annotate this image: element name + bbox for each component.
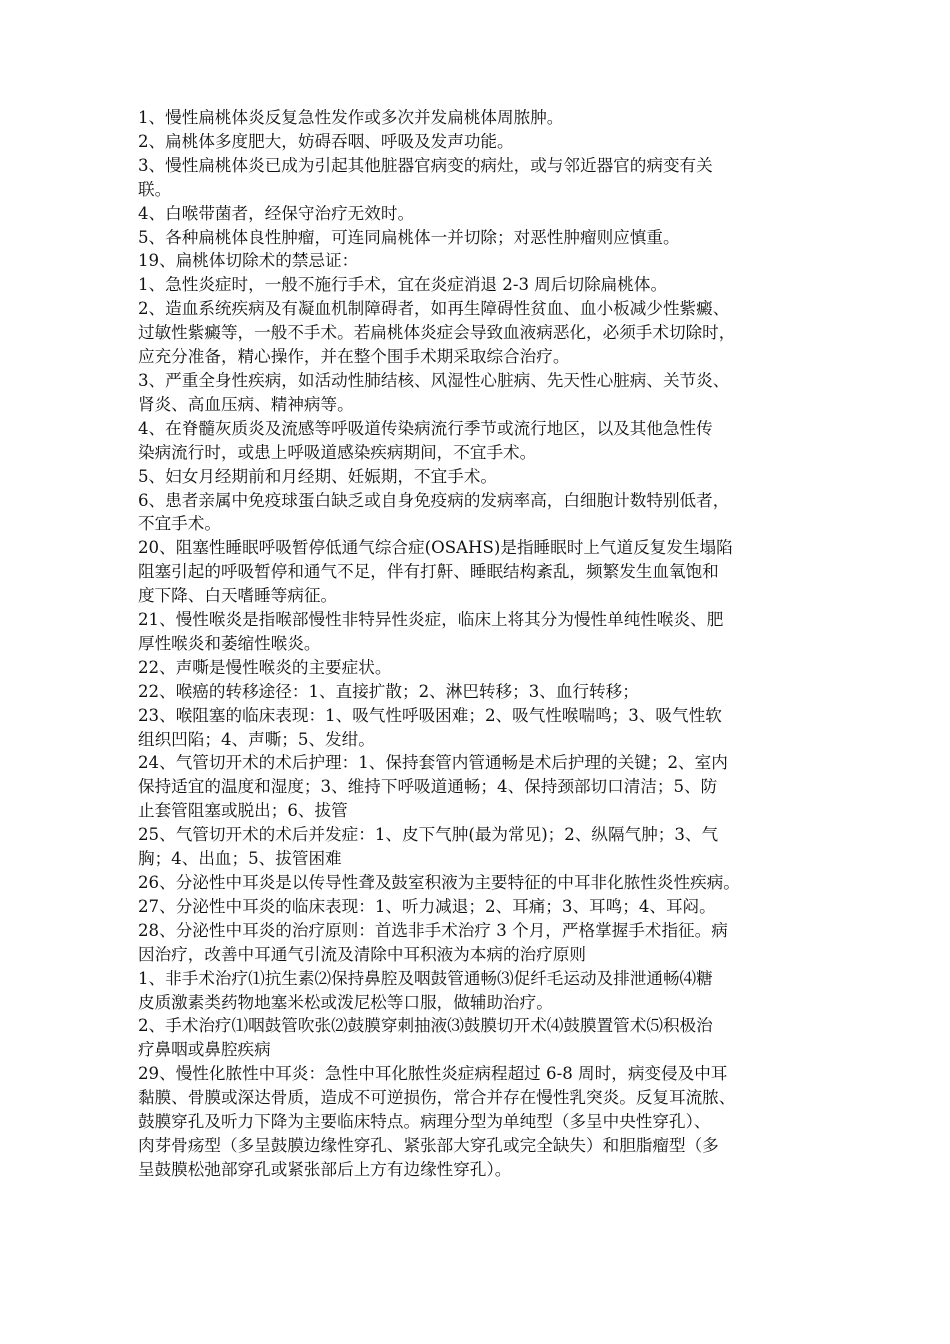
- paragraph: 27、分泌性中耳炎的临床表现：1、听力减退；2、耳痛；3、耳鸣；4、耳闷。: [138, 896, 716, 916]
- paragraph: 5、各种扁桃体良性肿瘤，可连同扁桃体一并切除；对恶性肿瘤则应慎重。: [138, 227, 680, 247]
- paragraph: 21、慢性喉炎是指喉部慢性非特异性炎症，临床上将其分为慢性单纯性喉炎、肥 厚性喉炎和萎缩性喉炎。: [138, 610, 724, 653]
- paragraph: 26、分泌性中耳炎是以传导性聋及鼓室积液为主要特征的中耳非化脓性炎性疾病。: [138, 873, 740, 892]
- paragraph: 2、手术治疗⑴咽鼓管吹张⑵鼓膜穿刺抽液⑶鼓膜切开术⑷鼓膜置管术⑸积极治 疗鼻咽或鼻腔疾病: [138, 1016, 713, 1060]
- paragraph: 28、分泌性中耳炎的治疗原则：首选非手术治疗 3 个月，严格掌握手术指征。病 因治疗，改善中耳通气引流及清除中耳积液为本病的治疗原则: [138, 920, 728, 964]
- paragraph: 6、患者亲属中免疫球蛋白缺乏或自身免疫病的发病率高，白细胞计数特别低者， 不宜手术。: [138, 490, 730, 534]
- paragraph: 20、阻塞性睡眠呼吸暂停低通气综合症(OSAHS)是指睡眠时上气道反复发生塌陷 阻塞引起的呼吸暂停和通气不足，伴有打鼾、睡眠结构紊乱，频繁发生血氧饱和 度下降、白天嗜睡等病征。: [138, 538, 733, 606]
- document-page: [138, 106, 838, 1182]
- paragraph: 25、气管切开术的术后并发症：1、皮下气肿(最为常见)；2、纵隔气肿；3、气 胸；4、出血；5、拔管困难: [138, 825, 719, 869]
- paragraph: 3、慢性扁桃体炎已成为引起其他脏器官病变的病灶，或与邻近器官的病变有关 联。: [138, 155, 713, 199]
- paragraph: 3、严重全身性疾病，如活动性肺结核、风湿性心脏病、先天性心脏病、关节炎、 肾炎、高血压病、精神病等。: [138, 370, 730, 414]
- paragraph: 22、声嘶是慢性喉炎的主要症状。: [138, 657, 392, 677]
- paragraph: 29、慢性化脓性中耳炎：急性中耳化脓性炎症病程超过 6-8 周时，病变侵及中耳 黏膜、骨膜或深达骨质，造成不可逆损伤，常合并存在慢性乳突炎。反复耳流脓、 鼓膜穿孔及听力下降为主要临床特点。病理分型为单纯型（多呈中央性穿孔）、 肉芽骨疡型（多呈鼓膜边缘性穿孔、紧张部大穿孔或完全缺失）和胆脂瘤型（多 呈鼓膜松弛部穿孔或紧张部后上方有边缘性穿孔）。: [138, 1064, 736, 1179]
- paragraph: 2、造血系统疾病及有凝血机制障碍者，如再生障碍性贫血、血小板减少性紫癜、 过敏性紫癜等，一般不手术。若扁桃体炎症会导致血液病恶化，必须手术切除时， 应充分准备，精心操作，并在整个围手术期采取综合治疗。: [138, 299, 736, 367]
- paragraph: 4、在脊髓灰质炎及流感等呼吸道传染病流行季节或流行地区，以及其他急性传 染病流行时，或患上呼吸道感染疾病期间，不宜手术。: [138, 418, 713, 462]
- paragraph: 1、非手术治疗⑴抗生素⑵保持鼻腔及咽鼓管通畅⑶促纤毛运动及排泄通畅⑷糖 皮质激素类药物地塞米松或泼尼松等口服，做辅助治疗。: [138, 968, 713, 1012]
- paragraph: 23、喉阻塞的临床表现：1、吸气性呼吸困难；2、吸气性喉喘鸣；3、吸气性软 组织凹陷；4、声嘶；5、发绀。: [138, 705, 722, 749]
- paragraph: 22、喉癌的转移途径：1、直接扩散；2、淋巴转移；3、血行转移；: [138, 681, 639, 701]
- paragraph: 1、急性炎症时，一般不施行手术，宜在炎症消退 2-3 周后切除扁桃体。: [138, 275, 668, 295]
- paragraph: 2、扁桃体多度肥大，妨碍吞咽、呼吸及发声功能。: [138, 131, 514, 151]
- paragraph: 24、气管切开术的术后护理：1、保持套管内管通畅是术后护理的关键；2、室内 保持适宜的温度和湿度；3、维持下呼吸道通畅；4、保持颈部切口清洁；5、防 止套管阻塞或脱出；6、拔管: [138, 753, 728, 821]
- paragraph: 19、扁桃体切除术的禁忌证：: [138, 251, 359, 271]
- paragraph: 1、慢性扁桃体炎反复急性发作或多次并发扁桃体周脓肿。: [138, 108, 564, 127]
- paragraph: 4、白喉带菌者，经保守治疗无效时。: [138, 203, 415, 223]
- paragraph: 5、妇女月经期前和月经期、妊娠期，不宜手术。: [138, 466, 498, 486]
